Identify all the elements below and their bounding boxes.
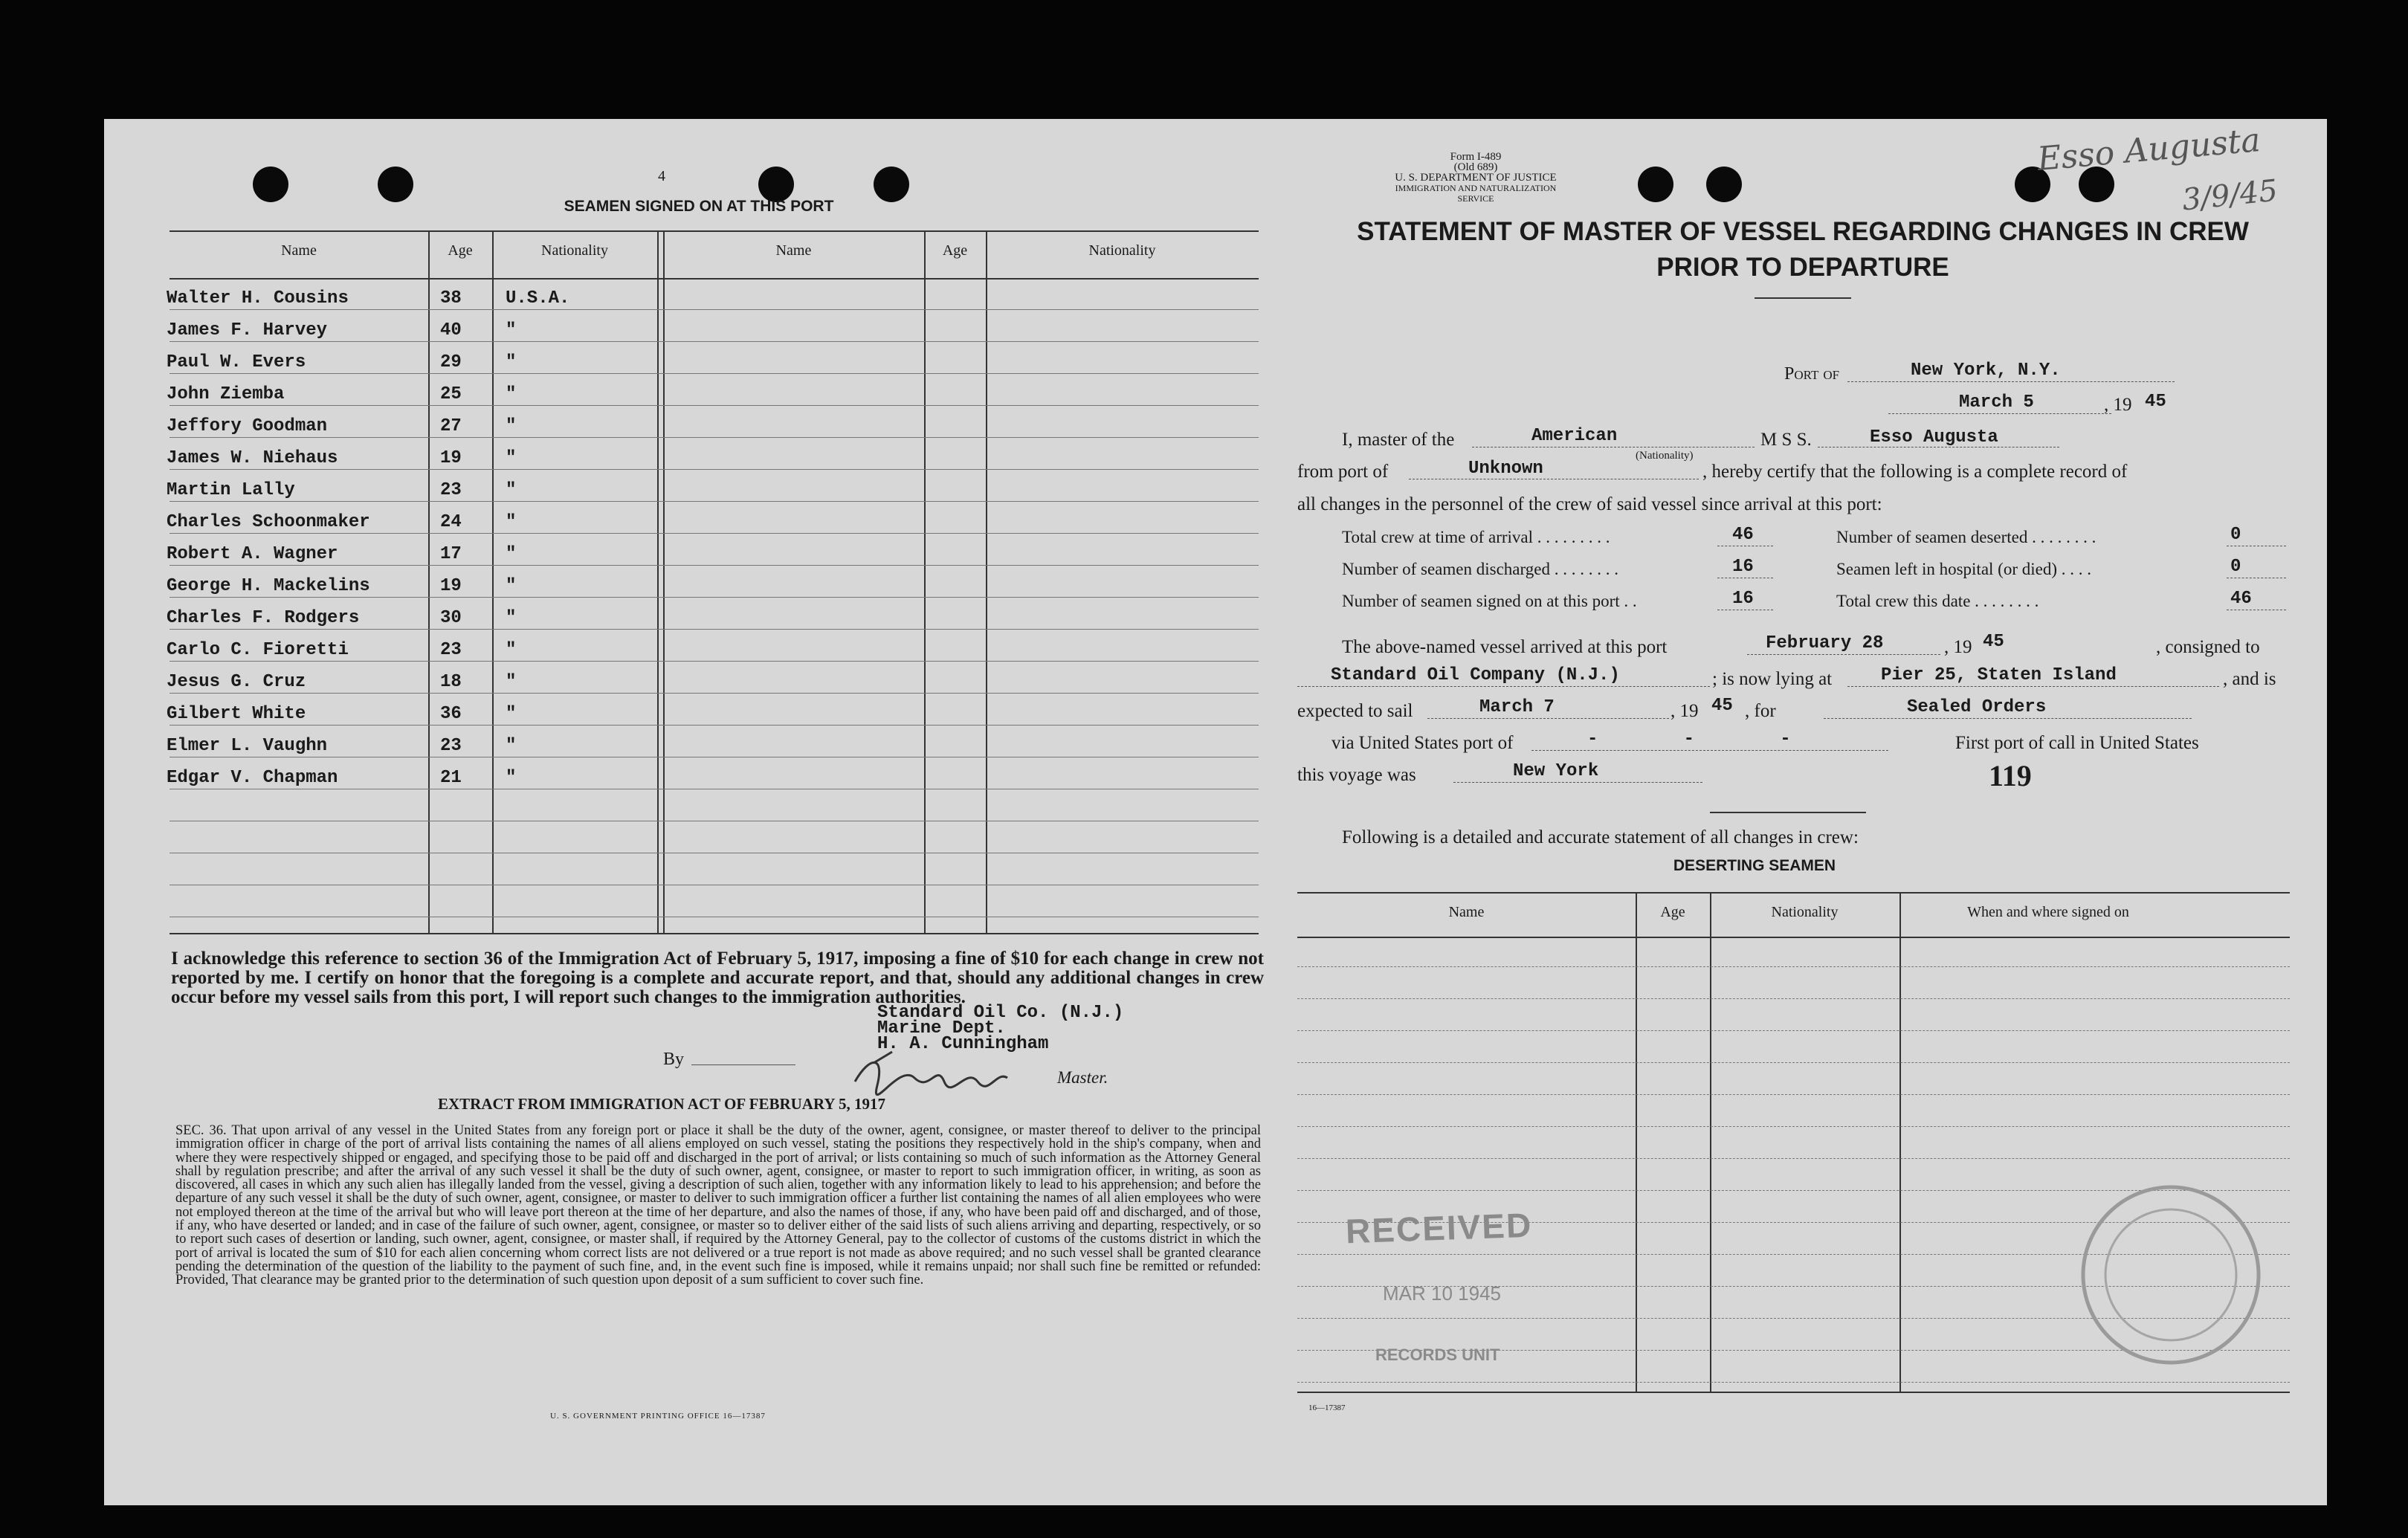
crew-nationality: " — [506, 384, 517, 404]
desert-col-name: Name — [1448, 904, 1485, 920]
col-divider — [428, 230, 430, 934]
desert-table-header-rule — [1297, 937, 2290, 938]
via-rule — [1531, 750, 1888, 751]
voyage-end-rule — [1710, 812, 1866, 813]
number-stamp: 119 — [1989, 759, 2032, 792]
crew-age: 30 — [440, 608, 462, 628]
crew-name: Jesus G. Cruz — [167, 672, 306, 692]
crew-age: 18 — [440, 672, 462, 692]
row-rule — [170, 693, 1259, 694]
date-rule — [1888, 413, 2111, 414]
port-of-label: Port of — [1784, 364, 1840, 384]
for-label: , for — [1745, 701, 1776, 721]
crew-nationality: " — [506, 320, 517, 340]
crew-nationality: U.S.A. — [506, 288, 570, 308]
via-label: via United States port of — [1331, 733, 1514, 753]
title-line: PRIOR TO DEPARTURE — [1656, 253, 1949, 282]
total-arrival-value: 46 — [1732, 525, 1754, 545]
company-stamp — [877, 1005, 1123, 1052]
hospital-value: 0 — [2230, 557, 2241, 577]
crew-name: James W. Niehaus — [167, 448, 338, 468]
crew-age: 40 — [440, 320, 462, 340]
by-label: By — [663, 1050, 685, 1069]
desert-col-age: Age — [1660, 904, 1685, 920]
crew-nationality: " — [506, 672, 517, 692]
row-rule — [170, 725, 1259, 726]
crew-name: John Ziemba — [167, 384, 285, 404]
row-rule — [170, 597, 1259, 598]
statute-text: SEC. 36. That upon arrival of any vessel in the United States from any foreign port or place it shall be the duty of the owner, agent, consignee, or master thereof to deliver to the principal immigration officer in charge of the port of arrival lists containing the names of all aliens employed on such vessel, stating the positions they respectively hold in the ship's company, when and where they were respectively shipped or engaged, and specifying those to be paid off and discharged in the port of arrival; or lists containing so much of such information as the Attorney General shall by regulation prescribe; and after the arrival of any such vessel it shall be the duty of such owner, agent, consignee, or master to report to such immigration officer, in writing, as soon as discovered, all cases in which any such alien has illegally landed from the vessel, giving a description of such alien, together with any information likely to lead to his apprehension; and before the departure of any such vessel it shall be the duty of such owner, agent, consignee, or master to deliver to such immigration officer a further list containing the names of all alien employees who were not employed thereon at the time of the arrival but who will leave port thereon at the time of her departure, and also the names of those, if any, who have been paid off and discharged, and of those, if any, who have deserted or landed; and in case of the failure of such owner, agent, consignee, or master so to deliver either of the said lists of such aliens arriving and departing, respectively, or so to report such cases of desertion or landing, such owner, agent, consignee, or master shall, if required by the Attorney General, pay to the collector of customs of the customs district in which the port of arrival is located the sum of $10 for each alien concerning whom correct lists are not delivered or a true report is not made as above required; and no such vessel shall be granted clearance pending the determination of the question of the liability to the payment of such fine, and, in the event such fine is imposed, while it remains unpaid; nor shall such fine be remitted or refunded: Provided, That clearance may be granted prior to the determination of such question upon deposit of a sum sufficient to cover such fine. — [175, 1123, 1261, 1288]
row-rule — [170, 661, 1259, 662]
arrived-rule — [1747, 654, 1940, 655]
crew-nationality: " — [506, 448, 517, 468]
punch-hole — [1638, 167, 1673, 202]
crew-age: 25 — [440, 384, 462, 404]
lying-at-label: ; is now lying at — [1712, 669, 1833, 689]
signed-on-value: 16 — [1732, 589, 1754, 609]
deserting-title: DESERTING SEAMEN — [1673, 857, 1836, 874]
sail-year-prefix: , 19 — [1671, 701, 1699, 721]
nationality-caption: (Nationality) — [1636, 450, 1694, 462]
col-header-name: Name — [281, 242, 317, 259]
crew-name: George H. Mackelins — [167, 576, 370, 596]
right-footer: 16—17387 — [1308, 1403, 1346, 1412]
all-changes-text: all changes in the personnel of the crew of said vessel since arrival at this port: — [1297, 494, 1882, 514]
form-title — [1320, 214, 2286, 285]
hospital-label: Seamen left in hospital (or died) . . . . — [1836, 560, 2092, 578]
from-port-value: Unknown — [1468, 459, 1543, 479]
crew-nationality: " — [506, 736, 517, 756]
by-rule — [691, 1064, 795, 1065]
crew-name: Carlo C. Fioretti — [167, 640, 349, 660]
punch-hole — [874, 167, 909, 202]
row-rule — [170, 565, 1259, 566]
crew-name: Martin Lally — [167, 480, 295, 500]
col-divider — [986, 230, 987, 934]
row-rule — [170, 501, 1259, 502]
total-this-date-label: Total crew this date . . . . . . . . — [1836, 592, 2039, 610]
punch-hole — [758, 167, 794, 202]
crew-nationality: " — [506, 576, 517, 596]
department: U. S. DEPARTMENT OF JUSTICE — [1395, 172, 1557, 184]
col-header-age-2: Age — [942, 242, 968, 259]
total-arrival-label: Total crew at time of arrival . . . . . . . . . — [1342, 528, 1610, 546]
discharged-label: Number of seamen discharged . . . . . . . . — [1342, 560, 1618, 578]
desert-table-top — [1297, 892, 2290, 894]
crew-age: 23 — [440, 640, 462, 660]
crew-age: 23 — [440, 736, 462, 756]
crew-name: Elmer L. Vaughn — [167, 736, 328, 756]
port-rule — [1847, 381, 2175, 382]
title-line: STATEMENT OF MASTER OF VESSEL REGARDING CHANGES IN CREW — [1357, 217, 2249, 246]
row-rule — [1297, 1062, 2290, 1063]
crew-nationality: " — [506, 704, 517, 724]
right-page — [1290, 119, 2327, 1505]
deserted-label: Number of seamen deserted . . . . . . . . — [1836, 528, 2096, 546]
row-rule — [170, 405, 1259, 406]
crew-name: Robert A. Wagner — [167, 544, 338, 564]
form-id: Form I-489 — [1450, 151, 1502, 163]
vessel-name: Esso Augusta — [1870, 427, 1998, 447]
crew-name: James F. Harvey — [167, 320, 328, 340]
punch-hole — [378, 167, 413, 202]
row-rule — [170, 437, 1259, 438]
voyage-value: New York — [1513, 761, 1599, 781]
crew-age: 19 — [440, 448, 462, 468]
crew-nationality: " — [506, 416, 517, 436]
col-header-age: Age — [448, 242, 473, 259]
discharged-value: 16 — [1732, 557, 1754, 577]
received-date: MAR 10 1945 — [1383, 1282, 1501, 1305]
via-value: - - - — [1587, 729, 1791, 749]
port-of-value: New York, N.Y. — [1911, 361, 2061, 381]
received-stamp: RECEIVED — [1345, 1205, 1534, 1251]
crew-nationality: " — [506, 480, 517, 500]
stamp-line: Marine Dept. — [877, 1018, 1006, 1038]
stamp-line: H. A. Cunningham — [877, 1034, 1049, 1054]
from-port-label: from port of — [1297, 462, 1389, 482]
crew-nationality: " — [506, 768, 517, 788]
col-divider — [663, 230, 665, 934]
form-id-old: (Old 689) — [1453, 161, 1498, 173]
desert-col-when: When and where signed on — [1967, 904, 2129, 920]
crew-nationality: " — [506, 352, 517, 372]
voyage-label: this voyage was — [1297, 765, 1416, 785]
row-rule — [170, 341, 1259, 342]
crew-name: Paul W. Evers — [167, 352, 306, 372]
row-rule — [170, 629, 1259, 630]
stamp-line: Standard Oil Co. (N.J.) — [877, 1003, 1124, 1023]
date-value: March 5 — [1959, 392, 2034, 413]
row-rule — [1297, 998, 2290, 999]
crew-age: 27 — [440, 416, 462, 436]
printing-footer: U. S. GOVERNMENT PRINTING OFFICE 16—17387 — [550, 1412, 766, 1421]
col-header-nationality-2: Nationality — [1088, 242, 1156, 259]
master-signature — [848, 1048, 1019, 1100]
form-number — [1379, 152, 1572, 204]
section-title: SEAMEN SIGNED ON AT THIS PORT — [564, 198, 834, 215]
crew-nationality: " — [506, 640, 517, 660]
crew-name: Charles Schoonmaker — [167, 512, 370, 532]
consignee-value: Standard Oil Company (N.J.) — [1331, 665, 1620, 685]
circular-seal — [2063, 1174, 2279, 1375]
row-rule — [170, 533, 1259, 534]
punch-hole — [253, 167, 288, 202]
table-top-rule — [170, 230, 1259, 232]
desert-col-nationality: Nationality — [1771, 904, 1839, 920]
desert-table-bottom — [1297, 1392, 2290, 1393]
col-header-nationality: Nationality — [541, 242, 608, 259]
consignee-rule — [1297, 686, 1710, 687]
crew-age: 21 — [440, 768, 462, 788]
row-rule — [1297, 1382, 2290, 1383]
row-rule — [1297, 1158, 2290, 1159]
crew-age: 17 — [440, 544, 462, 564]
expected-rule — [1427, 718, 1669, 719]
nationality-value: American — [1531, 426, 1618, 446]
consigned-to-label: , consigned to — [2156, 637, 2260, 657]
col-divider — [924, 230, 926, 934]
table-header-rule — [170, 278, 1259, 280]
handwritten-date-note: 3/9/45 — [2180, 173, 2279, 218]
year-value: 45 — [2145, 392, 2166, 412]
crew-name: Walter H. Cousins — [167, 288, 349, 308]
vessel-type: M S S. — [1760, 430, 1812, 450]
row-rule — [170, 469, 1259, 470]
extract-title: EXTRACT FROM IMMIGRATION ACT OF FEBRUARY 5, 1917 — [437, 1095, 886, 1113]
lying-at-value: Pier 25, Staten Island — [1881, 665, 2117, 685]
crew-nationality: " — [506, 608, 517, 628]
crew-nationality: " — [506, 512, 517, 532]
table-bottom-rule — [170, 933, 1259, 934]
crew-age: 36 — [440, 704, 462, 724]
row-rule — [1297, 1030, 2290, 1031]
crew-age: 24 — [440, 512, 462, 532]
row-rule — [1297, 966, 2290, 967]
master-of-label: I, master of the — [1342, 430, 1455, 450]
row-rule — [170, 309, 1259, 310]
signed-on-label: Number of seamen signed on at this port . . — [1342, 592, 1637, 610]
total-this-date-value: 46 — [2230, 589, 2252, 609]
expected-label: expected to sail — [1297, 701, 1413, 721]
row-rule — [1297, 1094, 2290, 1095]
certify-text: , hereby certify that the following is a complete record of — [1702, 462, 2128, 482]
arrived-date: February 28 — [1766, 633, 1884, 653]
row-rule — [170, 373, 1259, 374]
col-divider — [657, 230, 659, 934]
crew-nationality: " — [506, 544, 517, 564]
punch-hole — [1706, 167, 1742, 202]
crew-age: 19 — [440, 576, 462, 596]
crew-age: 38 — [440, 288, 462, 308]
records-unit: RECORDS UNIT — [1375, 1345, 1500, 1364]
crew-age: 23 — [440, 480, 462, 500]
title-rule — [1755, 297, 1851, 299]
deserted-value: 0 — [2230, 525, 2241, 545]
crew-name: Jeffory Goodman — [167, 416, 328, 436]
crew-name: Charles F. Rodgers — [167, 608, 360, 628]
arrived-year-prefix: , 19 — [1944, 637, 1972, 657]
sail-year: 45 — [1711, 696, 1733, 716]
and-is-label: , and is — [2223, 669, 2276, 689]
first-port-label: First port of call in United States — [1955, 733, 2199, 753]
voyage-rule — [1453, 782, 1702, 783]
col-divider — [492, 230, 494, 934]
handwritten-vessel-note: Esso Augusta — [2036, 120, 2262, 179]
for-rule — [1824, 718, 2192, 719]
following-text: Following is a detailed and accurate statement of all changes in crew: — [1342, 827, 1859, 847]
arrived-year: 45 — [1983, 632, 2004, 652]
crew-name: Gilbert White — [167, 704, 306, 724]
acknowledgement-text: I acknowledge this reference to section 36 of the Immigration Act of February 5, 1917, imposing a fine of $10 for each change in crew not reported by me. I certify on honor that the foregoing is a complete and accurate report, and that, should any additional changes in crew occur before my vessel sails from this port, I will report such changes to the immigration authorities. — [171, 949, 1264, 1007]
crew-name: Edgar V. Chapman — [167, 768, 338, 788]
year-prefix: , 19 — [2104, 395, 2132, 415]
col-header-name-2: Name — [775, 242, 812, 259]
row-rule — [1297, 1126, 2290, 1127]
crew-age: 29 — [440, 352, 462, 372]
master-label: Master. — [1057, 1068, 1108, 1087]
page-number: 4 — [658, 168, 665, 184]
arrived-text: The above-named vessel arrived at this port — [1342, 637, 1668, 657]
lying-at-rule — [1847, 686, 2219, 687]
for-value: Sealed Orders — [1907, 697, 2047, 717]
expected-value: March 7 — [1479, 697, 1555, 717]
left-page — [104, 119, 1290, 1505]
service: IMMIGRATION AND NATURALIZATION SERVICE — [1395, 183, 1557, 204]
